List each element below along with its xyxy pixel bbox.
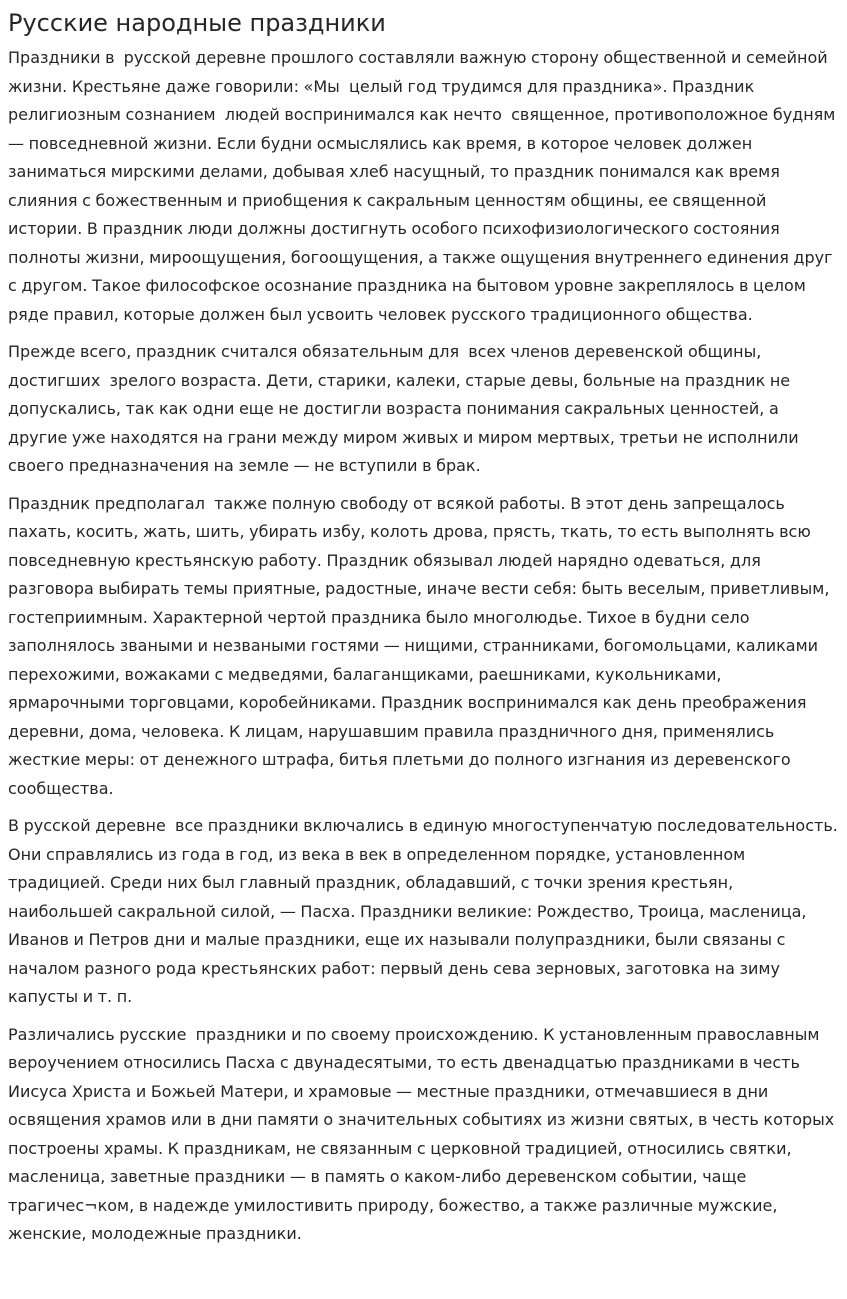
paragraph-rules: Праздник предполагал также полную свободу от всякой работы. В этот день запрещалось пахать, косить, жать, шить, убирать избу, колоть дрова, прясть, ткать, то есть выполнять всю повседневную крестьянскую работу. Праздник обязывал людей нарядно одеваться, для разговора выбирать темы приятные, радостные, иначе вести себя: быть веселым, приветливым, гостеприимным. Характерной чертой праздника было многолюдье. Тихое в будни село заполнялось зваными и незваными гостями — нищими, странниками, богомольцами, каликами перехожими, вожаками с медведями, балаганщиками, раешниками, кукольниками, ярмарочными торговцами, коробейниками. Праздник воспринимался как день преображения деревни, дома, человека. К лицам, нарушавшим правила праздничного дня, применялись жесткие меры: от денежного штрафа, битья плетьми до полного изгнания из деревенского сообщества. [8, 493, 835, 798]
paragraph-participation: Прежде всего, праздник считался обязательным для всех членов деревенской общины, достигших зрелого возраста. Дети, старики, калеки, старые девы, больные на праздник не допускались, так как одни еще не достигли возраста понимания сакральных ценностей, а другие уже находятся на грани между миром живых и миром мертвых, третьи не исполнили своего предназначения на земле — не вступили в брак. [8, 342, 804, 475]
page-title: Русские народные праздники [8, 9, 386, 37]
paragraph-sequence: В русской деревне все праздники включались в единую многоступенчатую последовательность. Они справлялись из года в год, из века в век в определенном порядке, установленном традицией. Среди них был главный праздник, обладавший, с точки зрения крестьян, наибольшей сакральной силой, — Пасха. Праздники великие: Рождество, Троица, масленица, Иванов и Петров дни и малые праздники, еще их называли полупраздники, были связаны с началом разного рода крестьянских работ: первый день сева зерновых, заготовка на зиму капусты и т. п. [8, 816, 843, 1006]
article [8, 0, 841, 1249]
paragraph-intro: Праздники в русской деревне прошлого составляли важную сторону общественной и семейной жизни. Крестьяне даже говорили: «Мы целый год трудимся для праздника». Праздник религиозным сознанием людей воспринимался как нечто священное, противоположное будням — повседневной жизни. Если будни осмыслялись как время, в которое человек должен заниматься мирскими делами, добывая хлеб насущный, то праздник понимался как время слияния с божественным и приобщения к сакральным ценностям общины, ее священной истории. В праздник люди должны достигнуть особого психофизиологического состояния полноты жизни, мироощущения, богоощущения, а также ощущения внутреннего единения друг с другом. Такое философское осознание праздника на бытовом уровне закреплялось в целом ряде правил, которые должен был усвоить человек русского традиционного общества. [8, 48, 840, 324]
paragraph-origin: Различались русские праздники и по своему происхождению. К установленным православным вероучением относились Пасха с двунадесятыми, то есть двенадцатью праздниками в честь Иисуса Христа и Божьей Матери, и храмовые — местные праздники, отмечавшиеся в дни освящения храмов или в дни памяти о значительных событиях из жизни святых, в честь которых построены храмы. К праздникам, не связанным с церковной традицией, относились святки, масленица, заветные праздники — в память о каком-либо деревенском событии, чаще трагичес¬ком, в надежде умилостивить природу, божество, а также различные мужские, женские, молодежные праздники. [8, 1024, 839, 1243]
